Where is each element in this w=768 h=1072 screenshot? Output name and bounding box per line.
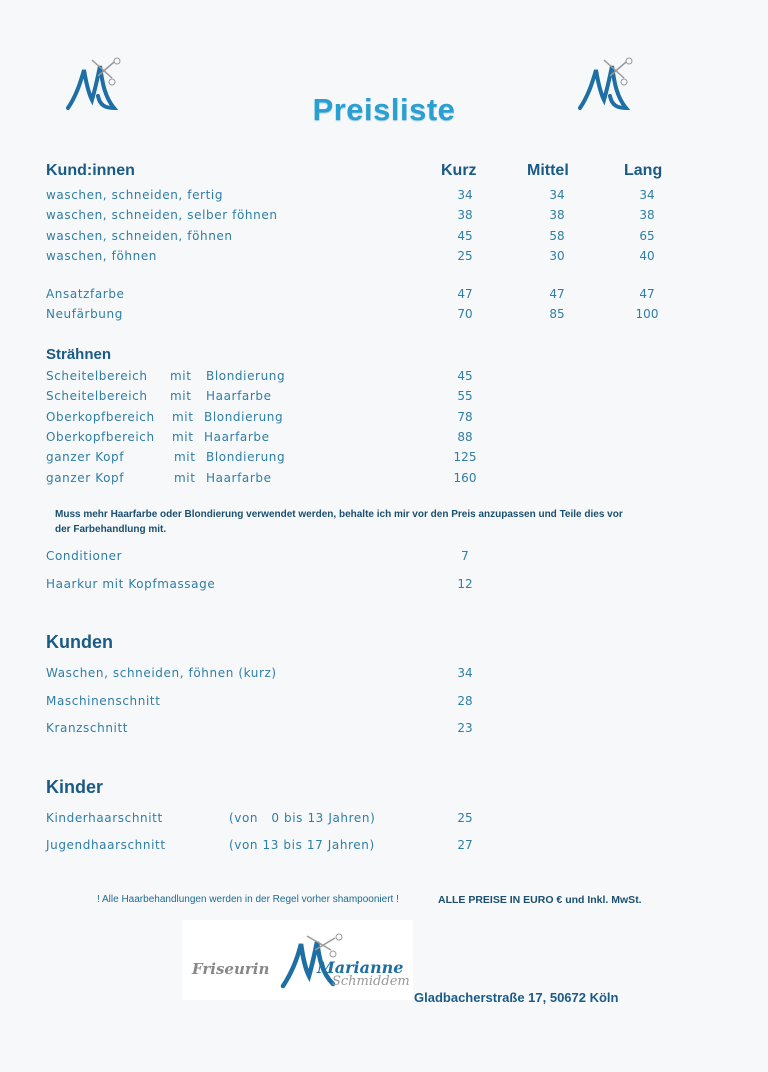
service-label: Waschen, schneiden, föhnen (kurz): [46, 666, 277, 680]
age-range: (von 0 bis 13 Jahren): [229, 811, 376, 825]
price-lang: 100: [635, 307, 659, 321]
price-lang: 40: [639, 249, 655, 263]
price-mittel: 85: [549, 307, 565, 321]
service-label: Ansatzfarbe: [46, 287, 125, 301]
price-mittel: 47: [549, 287, 565, 301]
area-label: Oberkopfbereich: [46, 430, 155, 444]
price-lang: 34: [639, 188, 655, 202]
price-mittel: 30: [549, 249, 565, 263]
mit-label: mit: [170, 369, 192, 383]
price: 27: [457, 838, 473, 852]
service-label: Kranzschnitt: [46, 721, 129, 735]
shampoo-note: ! Alle Haarbehandlungen werden in der Regel vorher shampooniert !: [97, 894, 399, 905]
price-kurz: 47: [457, 287, 473, 301]
service-label: Neufärbung: [46, 307, 123, 321]
logo-word-friseurin: Friseurin: [192, 960, 270, 978]
area-label: ganzer Kopf: [46, 450, 125, 464]
price-kurz: 38: [457, 208, 473, 222]
price-mittel: 38: [549, 208, 565, 222]
price: 28: [457, 694, 473, 708]
price-kurz: 25: [457, 249, 473, 263]
salon-logo: [182, 920, 413, 1000]
service-label: Maschinenschnitt: [46, 694, 161, 708]
price: 125: [453, 450, 477, 464]
section-heading-kundinnen: Kund:innen: [46, 162, 135, 179]
price-lang: 38: [639, 208, 655, 222]
price: 23: [457, 721, 473, 735]
mit-label: mit: [174, 450, 196, 464]
mit-label: mit: [172, 430, 194, 444]
area-label: Scheitelbereich: [46, 389, 148, 403]
logo-word-marianne: Marianne: [317, 958, 404, 977]
treatment-label: Haarfarbe: [206, 471, 272, 485]
mit-label: mit: [174, 471, 196, 485]
treatment-label: Blondierung: [206, 450, 286, 464]
price: 12: [457, 577, 473, 591]
color-surcharge-note-line2: der Farbehandlung mit.: [55, 524, 167, 535]
price-info-note: ALLE PREISE IN EURO € und Inkl. MwSt.: [438, 894, 642, 906]
salon-address: Gladbacherstraße 17, 50672 Köln: [414, 990, 619, 1005]
price: 25: [457, 811, 473, 825]
treatment-label: Haarfarbe: [204, 430, 270, 444]
price-kurz: 45: [457, 229, 473, 243]
service-label: Jugendhaarschnitt: [46, 838, 166, 852]
mit-label: mit: [170, 389, 192, 403]
price-lang: 47: [639, 287, 655, 301]
price: 160: [453, 471, 477, 485]
price-mittel: 58: [549, 229, 565, 243]
treatment-label: Blondierung: [204, 410, 284, 424]
column-header-mittel: Mittel: [527, 162, 569, 179]
section-heading-kunden: Kunden: [46, 632, 113, 652]
price: 78: [457, 410, 473, 424]
price: 7: [461, 549, 469, 563]
treatment-label: Blondierung: [206, 369, 286, 383]
price: 34: [457, 666, 473, 680]
price: 88: [457, 430, 473, 444]
age-range: (von 13 bis 17 Jahren): [229, 838, 375, 852]
price-mittel: 34: [549, 188, 565, 202]
service-label: waschen, föhnen: [46, 249, 158, 263]
price-kurz: 34: [457, 188, 473, 202]
area-label: ganzer Kopf: [46, 471, 125, 485]
area-label: Oberkopfbereich: [46, 410, 155, 424]
price: 55: [457, 389, 473, 403]
column-header-lang: Lang: [624, 162, 663, 179]
service-label: waschen, schneiden, föhnen: [46, 229, 233, 243]
section-heading-kinder: Kinder: [46, 777, 104, 797]
mit-label: mit: [172, 410, 194, 424]
service-label: Conditioner: [46, 549, 123, 563]
column-header-kurz: Kurz: [441, 162, 477, 179]
section-heading-straehnen: Strähnen: [46, 346, 112, 363]
price: 45: [457, 369, 473, 383]
price-lang: 65: [639, 229, 655, 243]
logo-word-schmiddem: Schmiddem: [332, 974, 410, 989]
price-kurz: 70: [457, 307, 473, 321]
treatment-label: Haarfarbe: [206, 389, 272, 403]
service-label: Haarkur mit Kopfmassage: [46, 577, 216, 591]
service-label: Kinderhaarschnitt: [46, 811, 163, 825]
service-label: waschen, schneiden, fertig: [46, 188, 224, 202]
color-surcharge-note-line1: Muss mehr Haarfarbe oder Blondierung verwendet werden, behalte ich mir vor den Preis anzupassen und Teile dies vor: [55, 509, 623, 520]
service-label: waschen, schneiden, selber föhnen: [46, 208, 278, 222]
area-label: Scheitelbereich: [46, 369, 148, 383]
page-title: Preisliste: [312, 92, 456, 127]
